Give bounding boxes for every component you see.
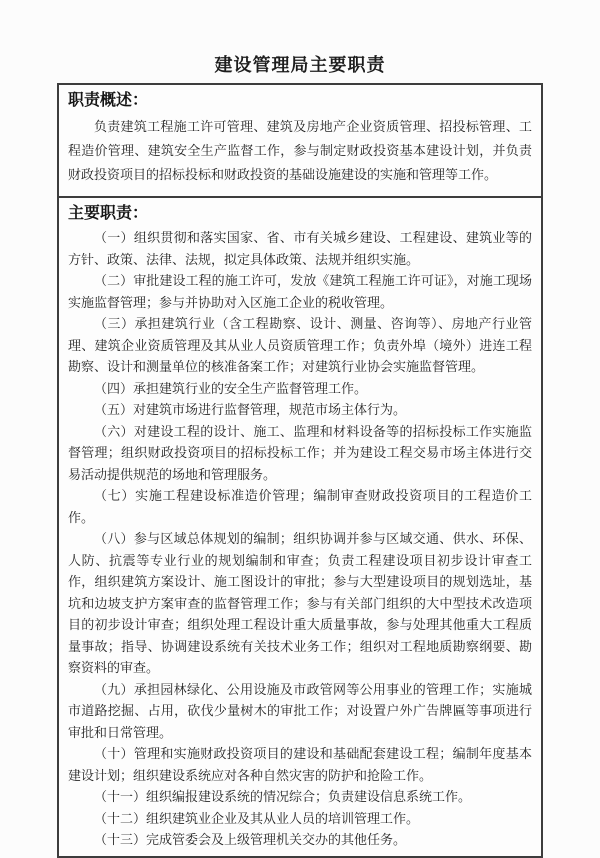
duty-item: （五）对建筑市场进行监督管理，规范市场主体行为。	[94, 402, 407, 417]
duty-item: （六）对建设工程的设计、施工、监理和材料设备等的招标投标工作实施监督管理；组织财政投资项目的招标投标工作；并为建设工程交易市场主体进行交易活动提供规范的场地和管理服务。	[68, 423, 532, 482]
duty-item: （七）实施工程建设标准造价管理；编制审查财政投资项目的工程造价工作。	[68, 488, 532, 525]
duties-heading: 主要职责：	[68, 205, 149, 222]
overview-text: 负责建筑工程施工许可管理、建筑及房地产企业资质管理、招投标管理、工程造价管理、建筑安全生产监督工作，参与制定财政投资基本建设计划，并负责财政投资项目的招标投标和财政投资的基础设施建设的实施和管理等工作。	[68, 119, 532, 182]
duty-item: （三）承担建筑行业（含工程勘察、设计、测量、咨询等）、房地产行业管理、建筑企业资质管理及其从业人员资质管理工作；负责外埠（境外）进连工程勘察、设计和测量单位的核准备案工作；对建筑行业协会实施监督管理。	[68, 316, 532, 374]
duty-item: （一）组织贯彻和落实国家、省、市有关城乡建设、工程建设、建筑业等的方针、政策、法律、法规，拟定具体政策、法规并组织实施。	[68, 230, 532, 267]
overview-section	[59, 85, 541, 196]
page-title: 建设管理局主要职责	[214, 55, 386, 75]
duty-item: （十一）组织编报建设系统的情况综合；负责建设信息系统工作。	[94, 789, 472, 804]
duty-item: （十三）完成管委会及上级管理机关交办的其他任务。	[94, 832, 407, 847]
duty-item: （九）承担园林绿化、公用设施及市政管网等公用事业的管理工作；实施城市道路挖掘、占用，砍伐少量树木的审批工作；对设置户外广告牌匾等事项进行审批和日常管理。	[68, 681, 532, 740]
duty-item: （四）承担建筑行业的安全生产监督管理工作。	[94, 380, 368, 396]
duties-section	[59, 196, 541, 856]
responsibilities-table	[57, 83, 543, 858]
duty-item: （八）参与区域总体规划的编制；组织协调并参与区域交通、供水、环保、人防、抗震等专业行业的规划编制和审查；负责工程建设项目初步设计审查工作，组织建筑方案设计、施工图设计的审批；参与大型建设项目的规划选址，基坑和边坡支护方案审查的监督管理工作；参与有关部门组织的大中型技术改造项目的初步设计审查；组织处理工程设计重大质量事故，参与处理其他重大工程质量事故；指导、协调建设系统有关技术业务工作；组织对工程地质勘察纲要、勘察资料的审查。	[68, 531, 532, 675]
overview-heading: 职责概述：	[68, 92, 149, 109]
duty-item: （十）管理和实施财政投资项目的建设和基础配套建设工程；编制年度基本建设计划；组织建设系统应对各种自然灾害的防护和抢险工作。	[68, 746, 532, 783]
duty-item: （十二）组织建筑业企业及其从业人员的培训管理工作。	[94, 810, 420, 826]
duty-item: （二）审批建设工程的施工许可，发放《建筑工程施工许可证》，对施工现场实施监督管理；参与并协助对入区施工企业的税收管理。	[68, 273, 532, 310]
